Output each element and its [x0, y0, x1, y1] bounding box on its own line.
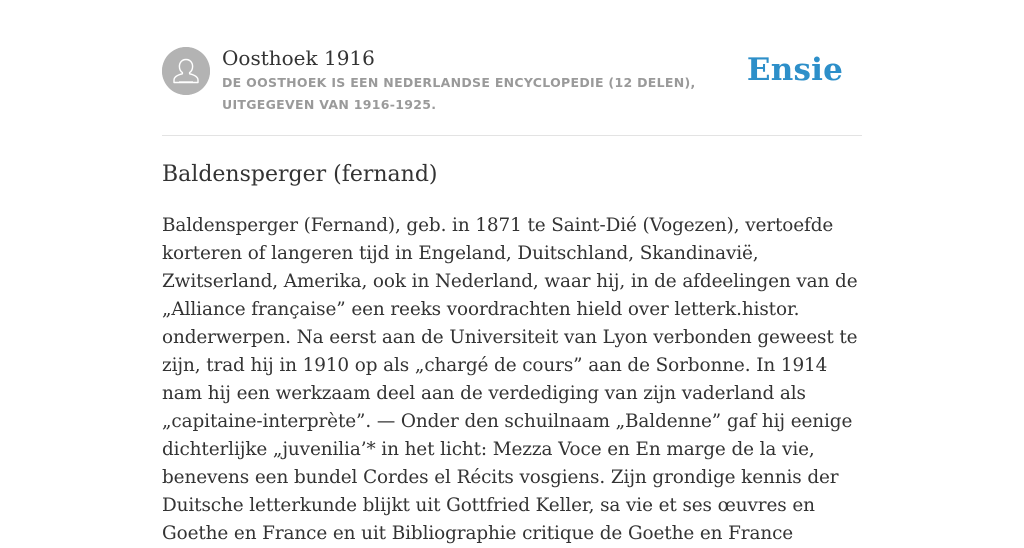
source-title[interactable]: Oosthoek 1916: [222, 46, 375, 70]
article-body: Baldensperger (Fernand), geb. in 1871 te Saint-Dié (Vogezen), vertoefde korteren of langeren tijd in Engeland, Duitschland, Skandinavië, Zwitserland, Amerika, ook in Nederland, waar hij, in de afdeelingen van de „Alliance française” een reeks voordrachten hield over letterk.histor. onderwerpen. Na eerst aan de Universiteit van Lyon verbonden geweest te zijn, trad hij in 1910 op als „chargé de cours” aan de Sorbonne. In 1914 nam hij een werkzaam deel aan de verdediging van zijn vaderland als „capitaine-interprète”. — Onder den schuilnaam „Baldenne” gaf hij eenige dichterlijke „juvenilia’* in het licht: Mezza Voce en En marge de la vie, benevens een bundel Cordes el Récits vosgiens. Zijn grondige kennis der Duitsche letterkunde blijkt uit Gottfried Keller, sa vie et ses œuvres en Goethe en France en uit Bibliographie critique de Goethe en France: [162, 215, 858, 544]
header-divider: [162, 135, 862, 136]
avatar[interactable]: [162, 47, 210, 95]
source-header: [162, 46, 862, 116]
article-title: Baldensperger (fernand): [162, 162, 438, 187]
brand-logo[interactable]: Ensie: [746, 52, 843, 88]
source-description: DE OOSTHOEK IS EEN NEDERLANDSE ENCYCLOPEDIE (12 DELEN), UITGEGEVEN VAN 1916-1925.: [222, 75, 696, 112]
user-icon: [162, 47, 210, 95]
